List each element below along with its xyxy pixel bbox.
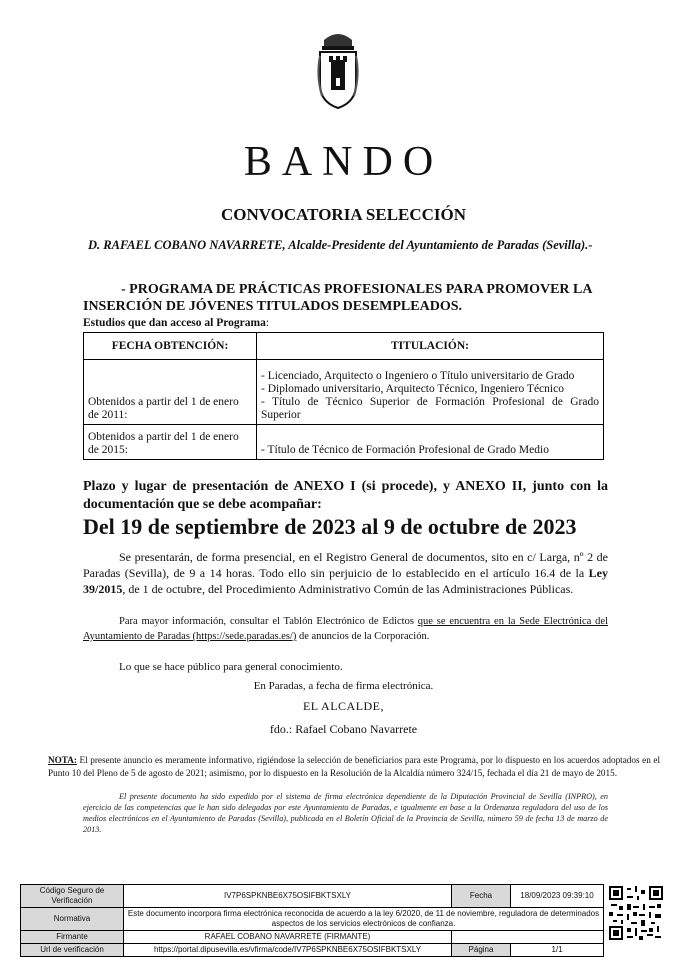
plazo-heading: Plazo y lugar de presentación de ANEXO I (si procede), y ANEXO II, junto con la documentación que se debe acompañar:	[83, 479, 608, 512]
nota-text: El presente anuncio es meramente informativo, rigiéndose la selección de beneficiarios para este Programa, por lo dispuesto en los acuerdos adoptados en el Punto 10 del Pleno de 5 de agosto de 2021; asimismo, por lo dispuesto en la Resolución de la Alcaldía número 324/15, fechada el día 21 de mayo de 2015.	[48, 755, 660, 778]
url-label: Url de verificación	[21, 944, 124, 957]
coat-of-arms-icon	[314, 26, 362, 110]
fecha-label: Fecha	[452, 885, 511, 908]
sede-electronica-link[interactable]: que se encuentra en la Sede Electrónica del Ayuntamiento de Paradas (https://sede.paradas.es/)	[83, 616, 608, 642]
row-titulacion	[257, 360, 604, 425]
page-title: BANDO	[243, 139, 444, 185]
firmante-label: Firmante	[21, 931, 124, 944]
programa-line2: INSERCIÓN DE JÓVENES TITULADOS DESEMPLEADOS	[83, 299, 459, 314]
publico-line: Lo que se hace público para general conocimiento.	[119, 661, 343, 673]
para2-text-a: Para mayor información, consultar el Tablón Electrónico de Edictos	[119, 616, 418, 627]
ley-reference: Ley 39/2015	[83, 566, 608, 596]
normativa-value: Este documento incorpora firma electrónica reconocida de acuerdo a la ley 6/2020, de 11 de noviembre, reguladora de determinados aspectos de los servicios electrónicos de confianza.	[124, 908, 604, 931]
pagina-label: Página	[452, 944, 511, 957]
presentacion-paragraph	[83, 549, 608, 597]
row-fecha: Obtenidos a partir del 1 de enero de 2015:	[84, 425, 257, 460]
fecha-value: 18/09/2023 09:39:10	[511, 885, 604, 908]
nota-paragraph	[48, 754, 660, 780]
table-row	[84, 360, 604, 425]
signature-row	[21, 885, 604, 908]
row-titulacion	[257, 425, 604, 460]
para1-text-a: Se presentarán, de forma presencial, en el Registro General de documentos, sito en c/ Larga, nº 2 de Paradas (Sevilla), de 9 a 14 horas. Todo ello sin perjuicio de lo establecido en el artículo 16.4 de la	[83, 550, 608, 580]
firmante-value: RAFAEL COBANO NAVARRETE (FIRMANTE)	[124, 931, 452, 944]
firmante-empty	[452, 931, 604, 944]
para2-text-c: de anuncios de la Corporación.	[296, 631, 430, 642]
column-header-fecha: FECHA OBTENCIÓN:	[84, 333, 257, 360]
firma-line: fdo.: Rafael Cobano Navarrete	[269, 722, 418, 736]
alcalde-line: D. RAFAEL COBANO NAVARRETE, Alcalde-Presidente del Ayuntamiento de Paradas (Sevilla).-	[88, 238, 593, 252]
para1-text-c: , de 1 de octubre, del Procedimiento Administrativo Común de las Administraciones Públicas.	[122, 582, 574, 596]
codigo-value: IV7P6SPKNBE6X75OSIFBKTSXLY	[124, 885, 452, 908]
informacion-paragraph	[83, 614, 608, 644]
signature-row	[21, 931, 604, 944]
normativa-label: Normativa	[21, 908, 124, 931]
pagina-value: 1/1	[511, 944, 604, 957]
estudios-label-text: Estudios que dan acceso al Programa	[83, 317, 266, 329]
titulacion-item: - Título de Técnico Superior de Formación Profesional de Grado Superior	[261, 396, 599, 421]
titulacion-item: - Título de Técnico de Formación Profesional de Grado Medio	[261, 444, 549, 456]
el-alcalde-label: EL ALCALDE,	[302, 699, 385, 713]
signature-row	[21, 944, 604, 957]
programa-line1: - PROGRAMA DE PRÁCTICAS PROFESIONALES PARA PROMOVER LA	[121, 282, 593, 297]
subtitle: CONVOCATORIA SELECCIÓN	[220, 205, 467, 224]
plazo-dates: Del 19 de septiembre de 2023 al 9 de octubre de 2023	[83, 514, 577, 539]
lugar-fecha-line: En Paradas, a fecha de firma electrónica.	[253, 680, 434, 692]
row-fecha: Obtenidos a partir del 1 de enero de 2011:	[84, 360, 257, 425]
signature-table	[20, 884, 604, 957]
programa-heading: - PROGRAMA DE PRÁCTICAS PROFESIONALES PARA PROMOVER LA INSERCIÓN DE JÓVENES TITULADOS DESEMPLEADOS.	[83, 281, 608, 315]
url-value[interactable]: https://portal.dipusevilla.es/vfirma/code/IV7P6SPKNBE6X75OSIFBKTSXLY	[124, 944, 452, 957]
nota-label: NOTA:	[48, 755, 77, 765]
qr-code-icon	[609, 886, 663, 940]
titulacion-item: - Licenciado, Arquitecto o Ingeniero o Título universitario de Grado	[261, 370, 575, 382]
titulacion-item: - Diplomado universitario, Arquitecto Técnico, Ingeniero Técnico	[261, 383, 564, 395]
titulacion-table	[83, 332, 604, 460]
legal-paragraph: El presente documento ha sido expedido por el sistema de firma electrónica dependiente de la Diputación Provincial de Sevilla (INPRO), en ejercicio de las competencias que le han sido delegadas por este Ayuntamiento de Paradas, e igualmente en base a la Ordenanza reguladora del uso de los medios electrónicos en el Ayuntamiento de Paradas (Sevilla), publicada en el Boletín Oficial de la Provincia de Sevilla, número 59 de fecha 13 de marzo de 2013.	[83, 792, 608, 834]
codigo-label: Código Seguro de Verificación	[21, 885, 124, 908]
signature-row	[21, 908, 604, 931]
table-row	[84, 425, 604, 460]
estudios-label	[83, 317, 269, 329]
column-header-titulacion: TITULACIÓN:	[257, 333, 604, 360]
estudios-colon: :	[265, 317, 270, 329]
table-header-row	[84, 333, 604, 360]
